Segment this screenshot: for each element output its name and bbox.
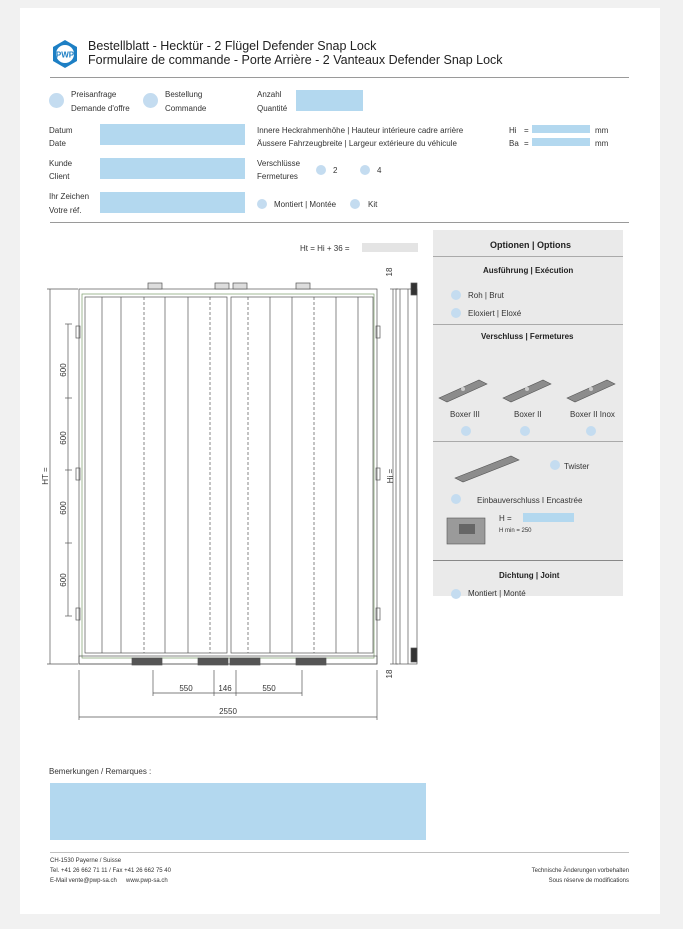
zeichen-label-de: Ihr Zeichen bbox=[49, 192, 90, 201]
twister-lock-icon bbox=[453, 446, 523, 486]
options-panel bbox=[433, 230, 623, 596]
einbau-lock-icon bbox=[445, 514, 491, 548]
einbau-radio[interactable] bbox=[451, 494, 461, 504]
options-divider-1 bbox=[433, 256, 623, 257]
options-divider-4 bbox=[433, 560, 623, 561]
verschluesse-label-de: Verschlüsse bbox=[257, 159, 301, 168]
footer-email[interactable]: E-Mail vente@pwp-sa.ch bbox=[50, 878, 117, 884]
h-input[interactable] bbox=[523, 513, 574, 522]
footer-address: CH-1530 Payerne / Suisse bbox=[50, 858, 122, 864]
innere-label: Innere Heckrahmenhöhe | Hauteur intérieure cadre arrière bbox=[257, 126, 464, 135]
zeichen-label-fr: Votre réf. bbox=[49, 206, 82, 215]
montiert-label: Montiert | Montée bbox=[274, 200, 337, 209]
footer-note-de: Technische Änderungen vorbehalten bbox=[531, 868, 629, 874]
datum-label-de: Datum bbox=[49, 126, 73, 135]
ba-eq: = bbox=[524, 139, 529, 148]
footer-divider bbox=[50, 852, 629, 853]
eloxiert-radio[interactable] bbox=[451, 308, 461, 318]
ht-formula: Ht = Hi + 36 = bbox=[300, 244, 350, 253]
outer-frame bbox=[79, 289, 377, 664]
options-divider-3 bbox=[433, 441, 623, 442]
hi-eq: = bbox=[524, 126, 529, 135]
boxer3-label: Boxer III bbox=[450, 410, 480, 419]
verschluesse-label-fr: Fermetures bbox=[257, 172, 298, 181]
dim-146: 146 bbox=[218, 684, 232, 693]
roh-label: Roh | Brut bbox=[468, 291, 504, 300]
anzahl-label-fr: Quantité bbox=[257, 104, 288, 113]
aussere-label: Äussere Fahrzeugbreite | Largeur extérieure du véhicule bbox=[257, 139, 457, 148]
einbau-label: Einbauverschluss I Encastrée bbox=[477, 496, 583, 505]
anzahl-label-de: Anzahl bbox=[257, 90, 282, 99]
fermetures-2-label: 2 bbox=[333, 166, 338, 175]
boxer2inox-radio[interactable] bbox=[586, 426, 596, 436]
dichtung-montiert-radio[interactable] bbox=[451, 589, 461, 599]
footer-tel: Tel. +41 26 662 71 11 / Fax +41 26 662 75 40 bbox=[50, 868, 171, 874]
boxer3-radio[interactable] bbox=[461, 426, 471, 436]
dim-2550: 2550 bbox=[219, 707, 237, 716]
boxer2inox-label: Boxer II Inox bbox=[570, 410, 615, 419]
order-form-page bbox=[20, 8, 660, 914]
options-divider-2 bbox=[433, 324, 623, 325]
preisanfrage-label-de: Preisanfrage bbox=[71, 90, 117, 99]
boxer2-radio[interactable] bbox=[520, 426, 530, 436]
page-title-fr: Formulaire de commande - Porte Arrière - 2 Vanteaux Defender Snap Lock bbox=[88, 53, 503, 67]
options-title: Optionen | Options bbox=[490, 240, 572, 250]
kit-label: Kit bbox=[368, 200, 378, 209]
eloxiert-label: Eloxiert | Eloxé bbox=[468, 309, 522, 318]
dichtung-montiert-label: Montiert | Monté bbox=[468, 589, 526, 598]
preisanfrage-label-fr: Demande d'offre bbox=[71, 104, 130, 113]
bestellung-label-de: Bestellung bbox=[165, 90, 203, 99]
hi-dim-label: Hi = bbox=[386, 468, 395, 484]
verschluss-title: Verschluss | Fermetures bbox=[481, 332, 574, 341]
datum-label-fr: Date bbox=[49, 139, 66, 148]
hi-unit: mm bbox=[595, 126, 609, 135]
bestellung-label-fr: Commande bbox=[165, 104, 207, 113]
dim-600-4: 600 bbox=[59, 573, 68, 587]
boxer2-label: Boxer II bbox=[514, 410, 542, 419]
ba-unit: mm bbox=[595, 139, 609, 148]
hi-label: Hi bbox=[509, 126, 517, 135]
kunde-label-fr: Client bbox=[49, 172, 70, 181]
ausfuehrung-title: Ausführung | Exécution bbox=[483, 266, 574, 275]
roh-radio[interactable] bbox=[451, 290, 461, 300]
ht-dim-label: HT = bbox=[41, 467, 50, 485]
dim-600-3: 600 bbox=[59, 501, 68, 515]
dichtung-title: Dichtung | Joint bbox=[499, 571, 560, 580]
twister-label: Twister bbox=[564, 462, 590, 471]
twister-radio[interactable] bbox=[550, 460, 560, 470]
dim-550-left: 550 bbox=[179, 684, 193, 693]
boxer-lock-icons bbox=[433, 358, 623, 408]
h-min-label: H min = 250 bbox=[499, 528, 532, 534]
ba-label: Ba bbox=[509, 139, 519, 148]
footer-note-fr: Sous réserve de modifications bbox=[548, 878, 629, 884]
kunde-label-de: Kunde bbox=[49, 159, 73, 168]
logo-text: PWP bbox=[55, 50, 75, 60]
dim-600-1: 600 bbox=[59, 363, 68, 377]
dim-18-top: 18 bbox=[385, 267, 394, 277]
page-title-de: Bestellblatt - Hecktür - 2 Flügel Defender Snap Lock bbox=[88, 39, 377, 53]
remarks-label: Bemerkungen / Remarques : bbox=[49, 767, 152, 776]
dim-550-right: 550 bbox=[262, 684, 276, 693]
footer-web[interactable]: www.pwp-sa.ch bbox=[126, 878, 168, 884]
remarks-input[interactable] bbox=[50, 783, 426, 840]
dim-600-2: 600 bbox=[59, 431, 68, 445]
fermetures-4-label: 4 bbox=[377, 166, 382, 175]
h-eq-label: H = bbox=[499, 514, 512, 523]
dim-18-bottom: 18 bbox=[385, 669, 394, 679]
